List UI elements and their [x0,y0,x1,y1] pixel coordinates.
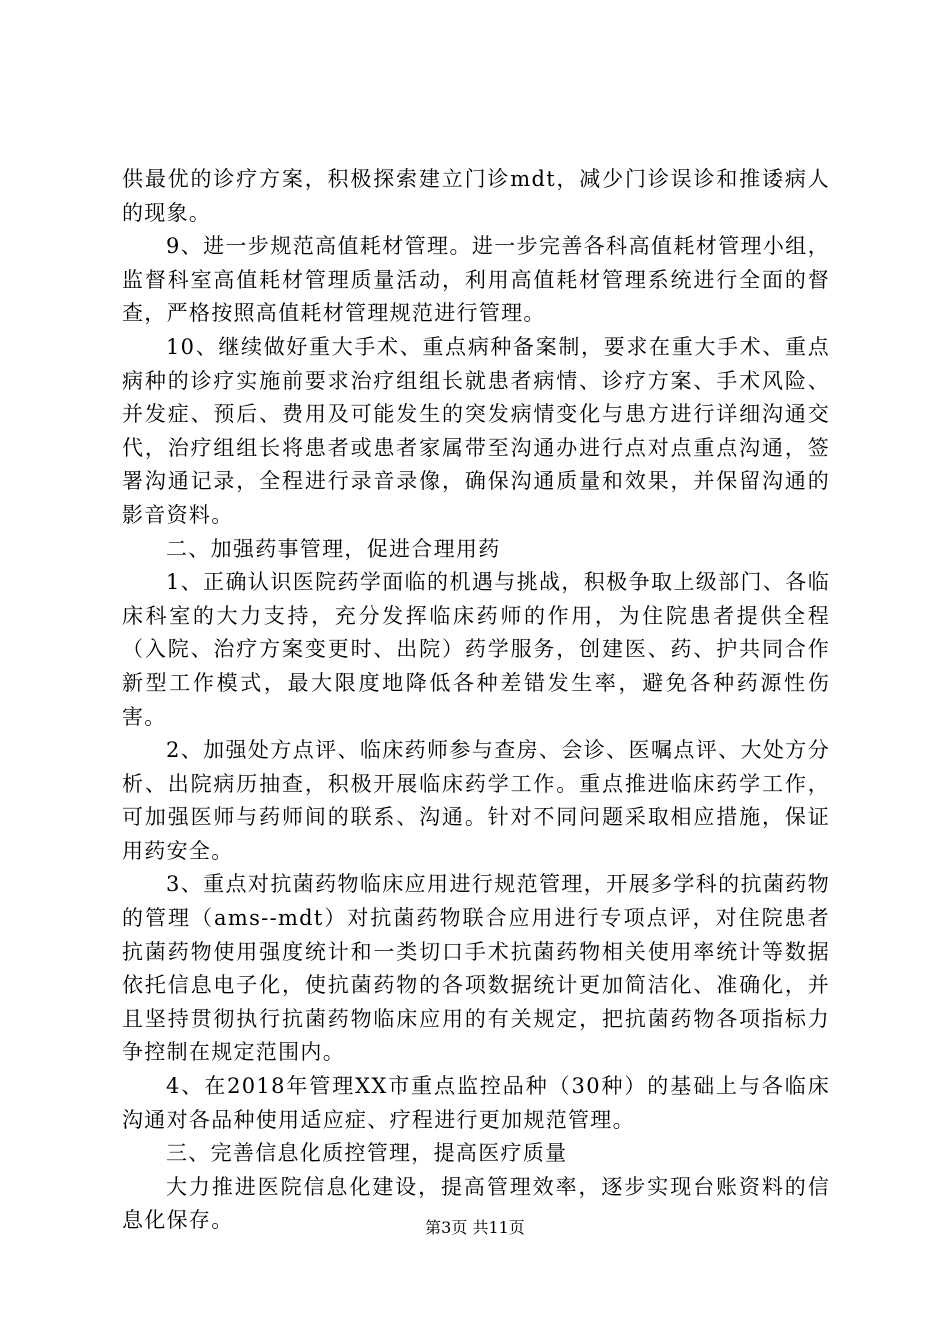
section-heading-2: 二、加强药事管理，促进合理用药 [166,536,501,561]
paragraph-item-10: 10、继续做好重大手术、重点病种备案制，要求在重大手术、重点病种的诊疗实施前要求治疗组组长就患者病情、诊疗方案、手术风险、并发症、预后、费用及可能发生的突发病情变化与患方进行详细沟通交代，治疗组组长将患者或患者家属带至沟通办进行点对点重点沟通，签署沟通记录，全程进行录音录像，确保沟通质量和效果，并保留沟通的影音资料。 [122,334,830,527]
document-body [122,163,830,1238]
paragraph-section2-item-2: 2、加强处方点评、临床药师参与查房、会诊、医嘱点评、大处方分析、出院病历抽查，积极开展临床药学工作。重点推进临床药学工作，可加强医师与药师间的联系、沟通。针对不同问题采取相应措施，保证用药安全。 [122,738,830,863]
page-footer: 第3页 共11页 [425,1218,525,1237]
paragraph-section2-item-3: 3、重点对抗菌药物临床应用进行规范管理，开展多学科的抗菌药物的管理（ams--mdt）对抗菌药物联合应用进行专项点评，对住院患者抗菌药物使用强度统计和一类切口手术抗菌药物相关使用率统计等数据依托信息电子化，使抗菌药物的各项数据统计更加简洁化、准确化，并且坚持贯彻执行抗菌药物临床应用的有关规定，把抗菌药物各项指标力争控制在规定范围内。 [122,872,830,1065]
paragraph-section2-item-1: 1、正确认识医院药学面临的机遇与挑战，积极争取上级部门、各临床科室的大力支持，充分发挥临床药师的作用，为住院患者提供全程（入院、治疗方案变更时、出院）药学服务，创建医、药、护共同合作新型工作模式，最大限度地降低各种差错发生率，避免各种药源性伤害。 [122,570,830,729]
paragraph-continuation: 供最优的诊疗方案，积极探索建立门诊mdt，减少门诊误诊和推诿病人的现象。 [122,167,830,225]
section-heading-3: 三、完善信息化质控管理，提高医疗质量 [166,1141,568,1166]
paragraph-section3-body: 大力推进医院信息化建设，提高管理效率，逐步实现台账资料的信息化保存。 [122,1174,830,1233]
paragraph-section2-item-4: 4、在2018年管理XX市重点监控品种（30种）的基础上与各临床沟通对各品种使用适应症、疗程进行更加规范管理。 [122,1074,830,1132]
paragraph-item-9: 9、进一步规范高值耗材管理。进一步完善各科高值耗材管理小组，监督科室高值耗材管理质量活动，利用高值耗材管理系统进行全面的督查，严格按照高值耗材管理规范进行管理。 [122,234,830,326]
